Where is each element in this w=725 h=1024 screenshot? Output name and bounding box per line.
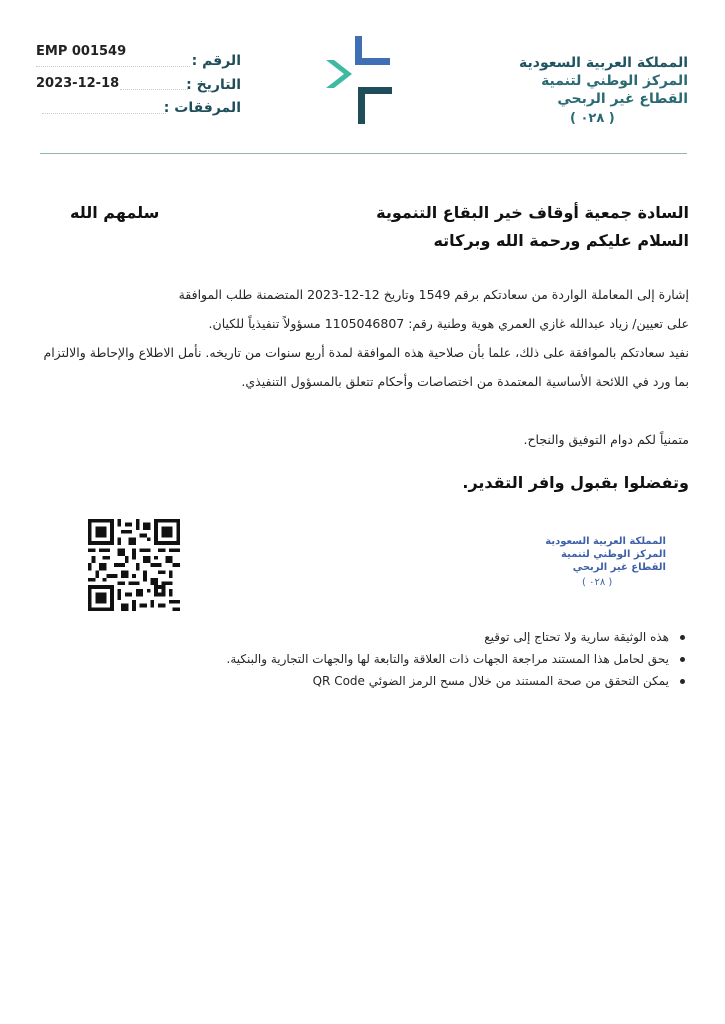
qr-code-icon: [88, 519, 180, 611]
closing-line: وتفضلوا بقبول وافر التقدير.: [462, 473, 689, 492]
paragraph-line-1: إشارة إلى المعاملة الواردة من سعادتكم برقم 1549 وتاريخ 12-12-2023 المتضمنة طلب الموافقة: [178, 287, 689, 302]
org-name-line-3: القطاع غير الربحي: [557, 91, 688, 107]
bullet-icon: [680, 635, 685, 640]
header-divider: [40, 153, 687, 154]
recipient-salutation: سلمهم الله: [70, 203, 160, 222]
greeting: السلام عليكم ورحمة الله وبركاته: [433, 231, 689, 250]
reference-number-label: الرقم :: [191, 53, 241, 69]
wishes-line: متمنياً لكم دوام التوفيق والنجاح.: [523, 432, 689, 447]
bullet-icon: [680, 657, 685, 662]
attachments-label: المرفقات :: [163, 100, 241, 116]
date-line: [120, 89, 188, 90]
date-label: التاريخ :: [186, 77, 241, 93]
recipient-line: السادة جمعية أوقاف خير البقاع التنموية: [376, 203, 689, 222]
org-code: ( ٠٢٨ ): [570, 111, 615, 126]
paragraph-line-4: بما ورد في اللائحة الأساسية المعتمدة من اختصاصات وأحكام تتعلق بالمسؤول التنفيذي.: [241, 374, 689, 389]
org-name-line-1: المملكة العربية السعودية: [519, 55, 688, 71]
document-notes: [227, 626, 686, 692]
organization-logo-icon: [322, 32, 396, 130]
bullet-icon: [680, 679, 685, 684]
stamp-code: ( ٠٢٨ ): [582, 577, 613, 588]
paragraph-line-2: على تعيين/ زياد عبدالله غازي العمري هوية وطنية رقم: 1105046807 مسؤولاً تنفيذياً للكيان.: [208, 316, 689, 331]
stamp-line-1: المملكة العربية السعودية: [545, 536, 666, 547]
stamp-line-3: القطاع غير الربحي: [572, 562, 666, 573]
reference-number-value: EMP 001549: [36, 44, 127, 59]
note-item: هذه الوثيقة سارية ولا تحتاج إلى توقيع: [227, 626, 686, 648]
note-item: يحق لحامل هذا المستند مراجعة الجهات ذات العلاقة والتابعة لها والجهات التجارية والبنكية.: [227, 648, 686, 670]
reference-number-line: [36, 66, 190, 67]
note-item: يمكن التحقق من صحة المستند من خلال مسح الرمز الضوئي QR Code: [227, 670, 686, 692]
org-name-line-2: المركز الوطني لتنمية: [541, 73, 688, 89]
stamp-line-2: المركز الوطني لتنمية: [561, 549, 666, 560]
date-value: 2023-12-18: [36, 76, 120, 91]
attachments-line: [42, 113, 166, 114]
paragraph-line-3: نفيد سعادتكم بالموافقة على ذلك، علما بأن صلاحية هذه الموافقة لمدة أربع سنوات من تاريخه. نأمل الاطلاع والإحاطة والالتزام: [43, 345, 689, 360]
